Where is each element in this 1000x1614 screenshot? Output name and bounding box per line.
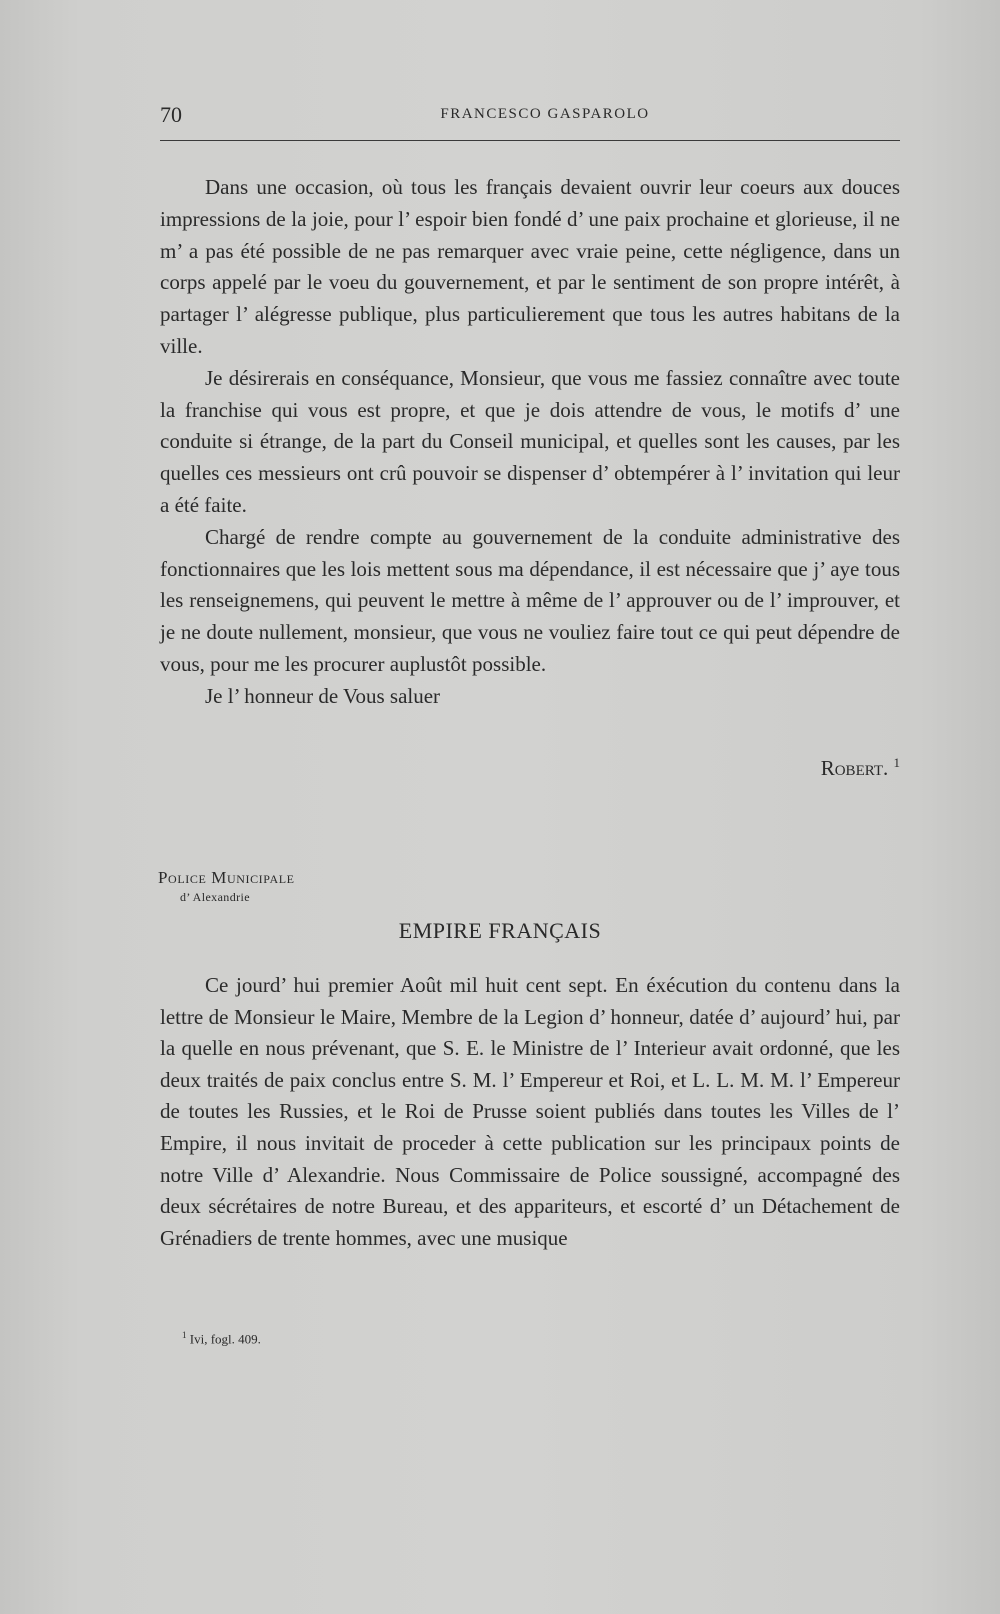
proces-verbal-body: [160, 970, 900, 1254]
section-heading: EMPIRE FRANÇAIS: [398, 918, 602, 943]
page-header: [160, 102, 900, 130]
signature-name: Robert.: [820, 756, 889, 780]
footnote-text: Ivi, fogl. 409.: [189, 1331, 261, 1347]
police-heading: [158, 868, 295, 905]
running-title: FRANCESCO GASPAROLO: [440, 106, 650, 122]
header-rule: [160, 140, 900, 141]
footnote-reference: 1: [893, 755, 900, 770]
signature: [821, 755, 900, 781]
page-number: 70: [160, 102, 182, 127]
letter-body: [160, 172, 900, 713]
letter-closing: Je l’ honneur de Vous saluer: [205, 683, 441, 708]
footnote-mark: 1: [182, 1330, 187, 1340]
letter-paragraph: Je désirerais en conséquance, Monsieur, que vous me fassiez connaître avec toute la franchise qui vous est propre, et que je dois attendre de vous, le motifs d’ une conduite si étrange, de la part du Conseil municipal, et quelles sont les causes, par les quelles ces messieurs ont crû pouvoir se dispenser d’ obtempérer à l’ invitation qui leur a été faite.: [160, 365, 900, 517]
letter-paragraph: Dans une occasion, où tous les français devaient ouvrir leur coeurs aux douces impressions de la joie, pour l’ espoir bien fondé d’ une paix prochaine et glorieuse, il ne m’ a pas été possible de ne pas remarquer avec vraie peine, cette négligence, dans un corps appelé par le voeu du gouvernement, et par le sentiment de son propre intérêt, à partager l’ alégresse publique, plus particulierement que tous les autres habitans de la ville.: [160, 175, 900, 358]
letter-paragraph: Chargé de rendre compte au gouvernement de la conduite administrative des fonctionnaires que les lois mettent sous ma dépendance, il est nécessaire que j’ aye tous les renseignemens, qui peuvent le mettre à même de l’ approuver ou de l’ improuver, et je ne doute nullement, monsieur, que vous ne vouliez faire tout ce qui peut dépendre de vous, pour me les procurer auplustôt possible.: [160, 524, 900, 676]
footnote: [182, 1330, 261, 1347]
police-title: Police Municipale: [158, 868, 295, 887]
proces-verbal-paragraph: Ce jourd’ hui premier Août mil huit cent sept. En éxécution du contenu dans la lettre de Monsieur le Maire, Membre de la Legion d’ honneur, datée d’ aujourd’ hui, par la quelle en nous prévenant, que S. E. le Ministre de l’ Interieur avait ordonné, que les deux traités de paix conclus entre S. M. l’ Empereur et Roi, et L. L. M. M. l’ Empereur de toutes les Russies, et le Roi de Prusse soient publiés dans toutes les Villes de l’ Empire, il nous invitait de proceder à cette publication sur les principaux points de notre Ville d’ Alexandrie. Nous Commissaire de Police soussigné, accompagné des deux sécrétaires de notre Bureau, et des appariteurs, et escorté d’ un Détachement de Grénadiers de trente hommes, avec une musique: [160, 973, 900, 1250]
police-subtitle: d’ Alexandrie: [180, 890, 250, 904]
